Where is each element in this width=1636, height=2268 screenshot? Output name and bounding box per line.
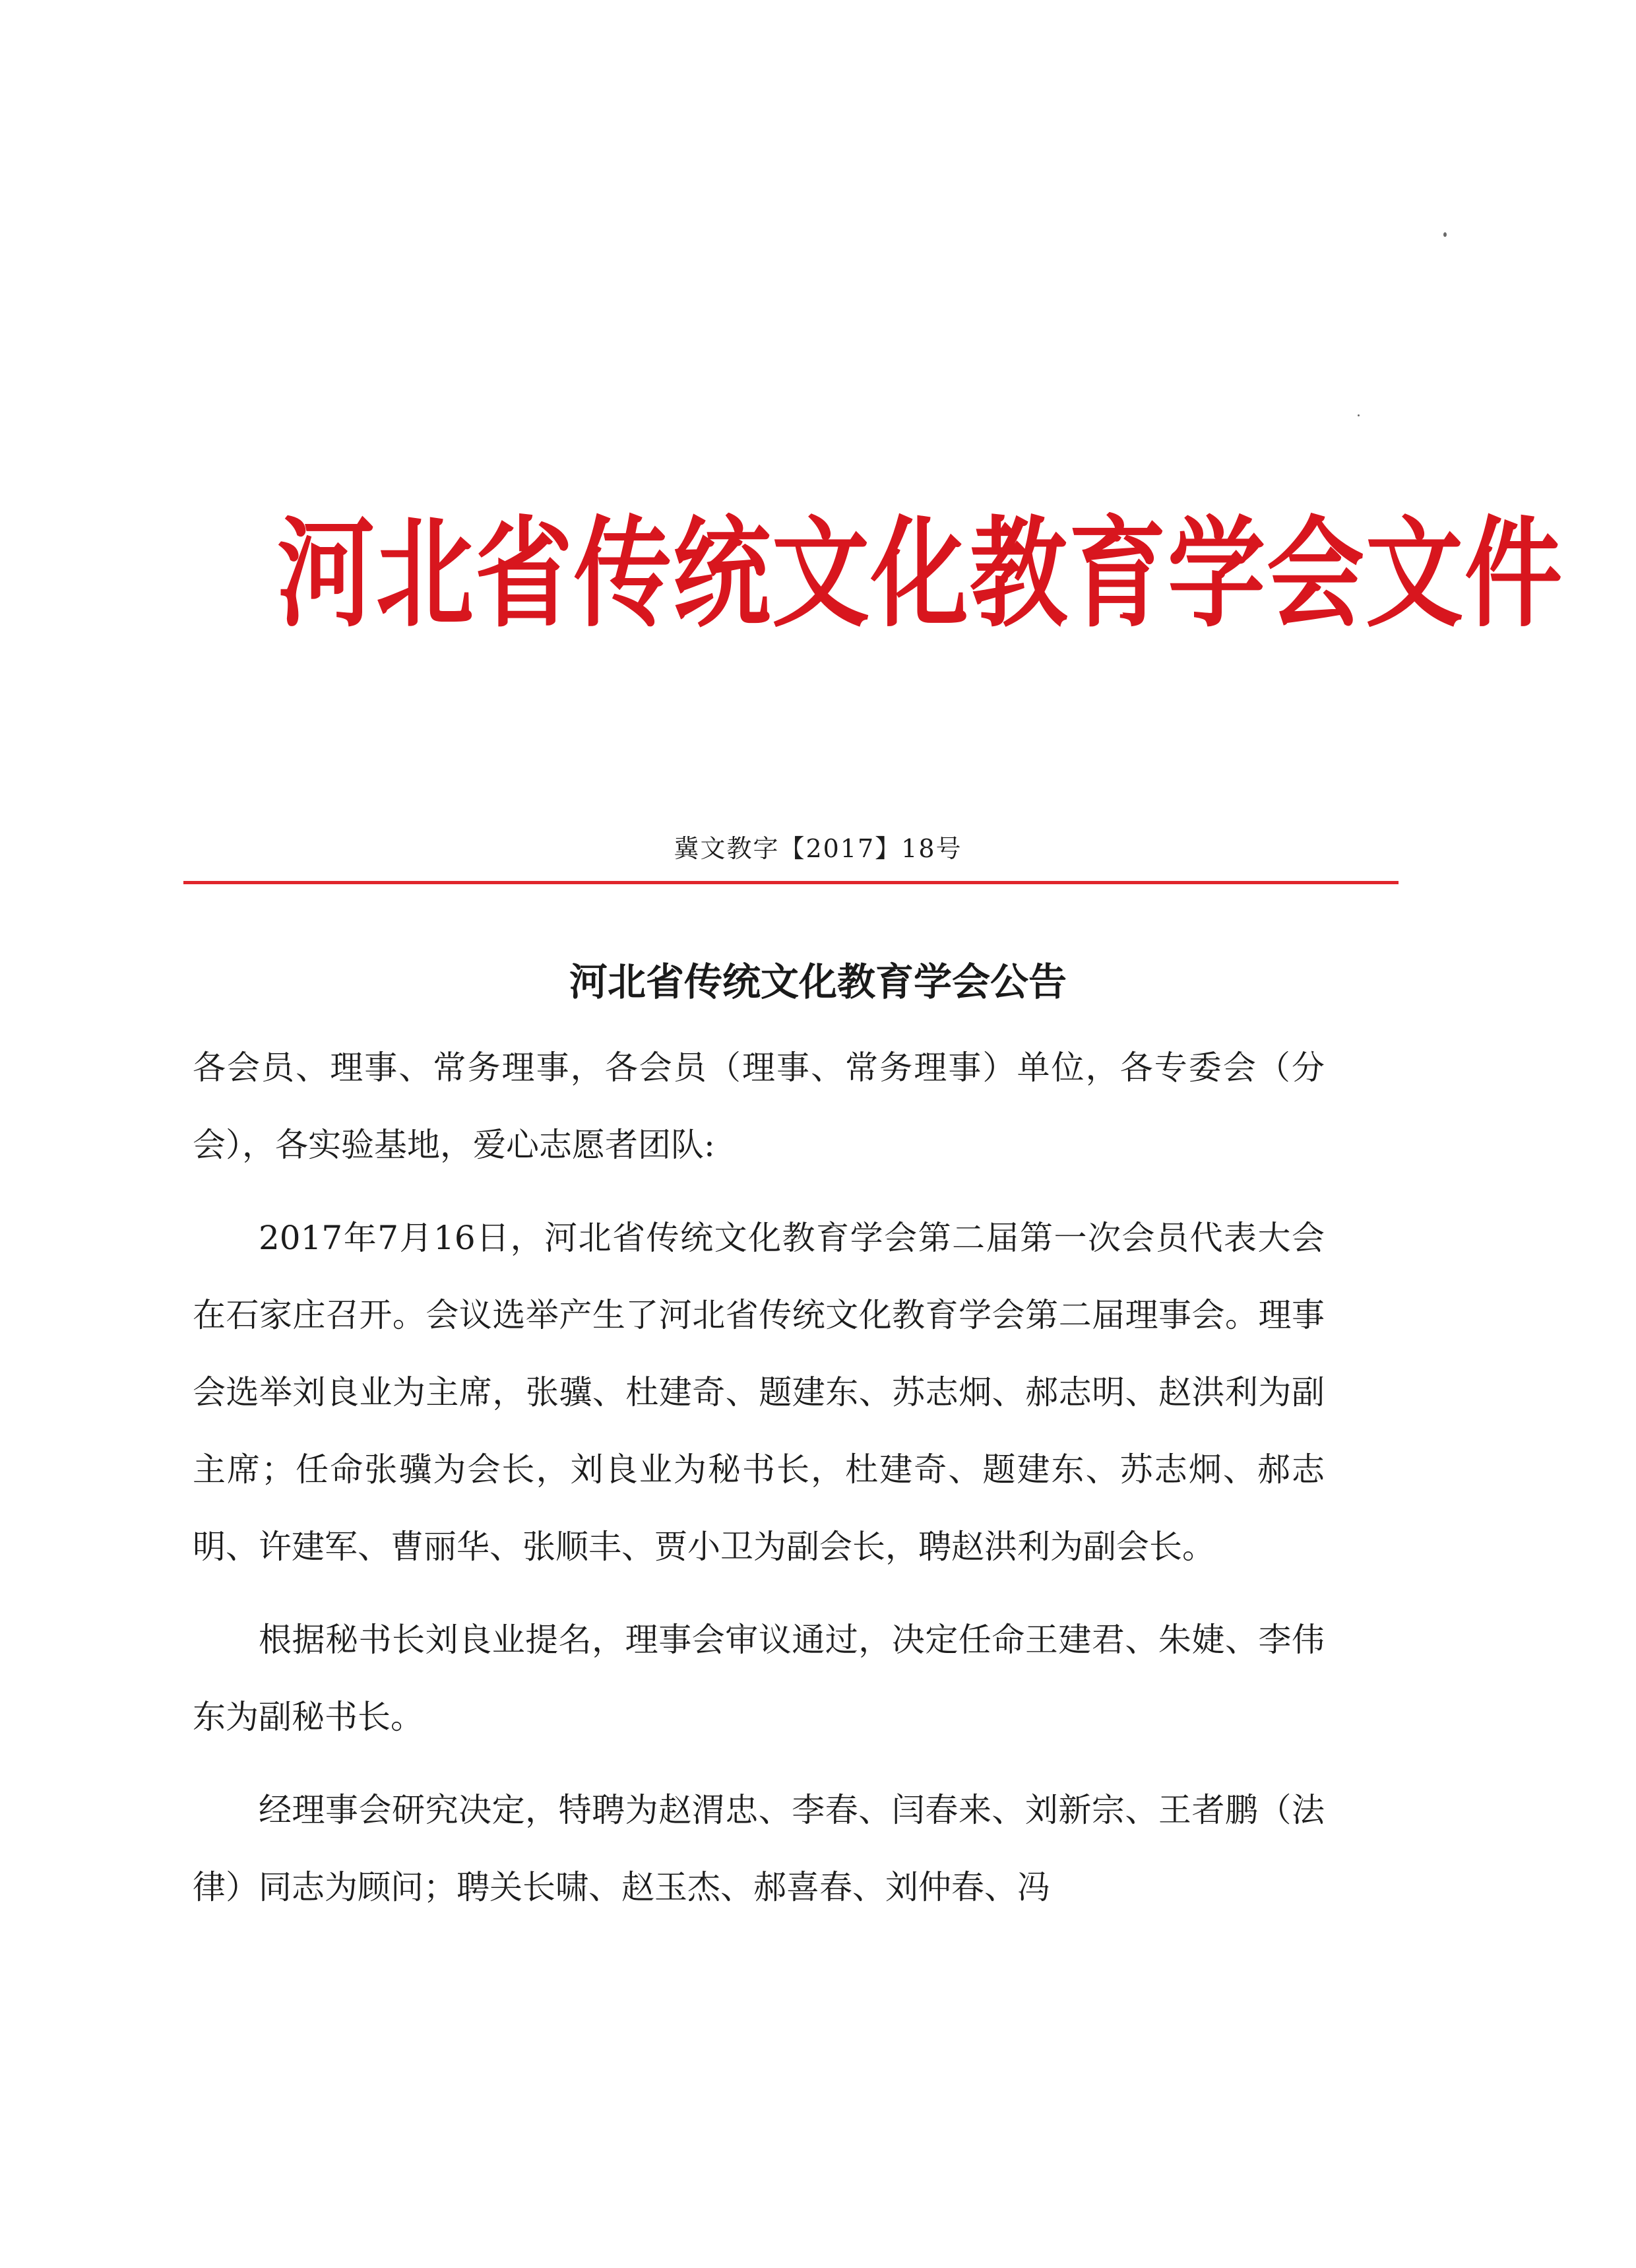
scan-speck [1358,414,1360,416]
paragraph-advisors: 经理事会研究决定，特聘为赵渭忠、李春、闫春来、刘新宗、王者鹏（法律）同志为顾问；聘关长啸、赵玉杰、郝喜春、刘仲春、冯 [193,1791,1325,1906]
scan-speck [1443,232,1447,237]
paragraph-deputy-secretaries: 根据秘书长刘良业提名，理事会审议通过，决定任命王建君、朱婕、李伟东为副秘书长。 [193,1621,1325,1736]
red-divider-line [183,881,1399,884]
salutation: 各会员、理事、常务理事，各会员（理事、常务理事）单位，各专委会（分会），各实验基地，爱心志愿者团队: [193,1049,1325,1164]
masthead-title: 河北省传统文化教育学会文件 [277,505,1563,643]
notice-title: 河北省传统文化教育学会公告 [569,959,1067,1004]
document-body [193,1029,1325,1926]
document-number: 冀文教字【2017】18号 [674,834,962,863]
paragraph-election: 2017年7月16日，河北省传统文化教育学会第二届第一次会员代表大会在石家庄召开。会议选举产生了河北省传统文化教育学会第二届理事会。理事会选举刘良业为主席，张骥、杜建奇、题建东、苏志炯、郝志明、赵洪利为副主席；任命张骥为会长，刘良业为秘书长，杜建奇、题建东、苏志炯、郝志明、许建军、曹丽华、张顺丰、贾小卫为副会长，聘赵洪利为副会长。 [193,1219,1325,1566]
